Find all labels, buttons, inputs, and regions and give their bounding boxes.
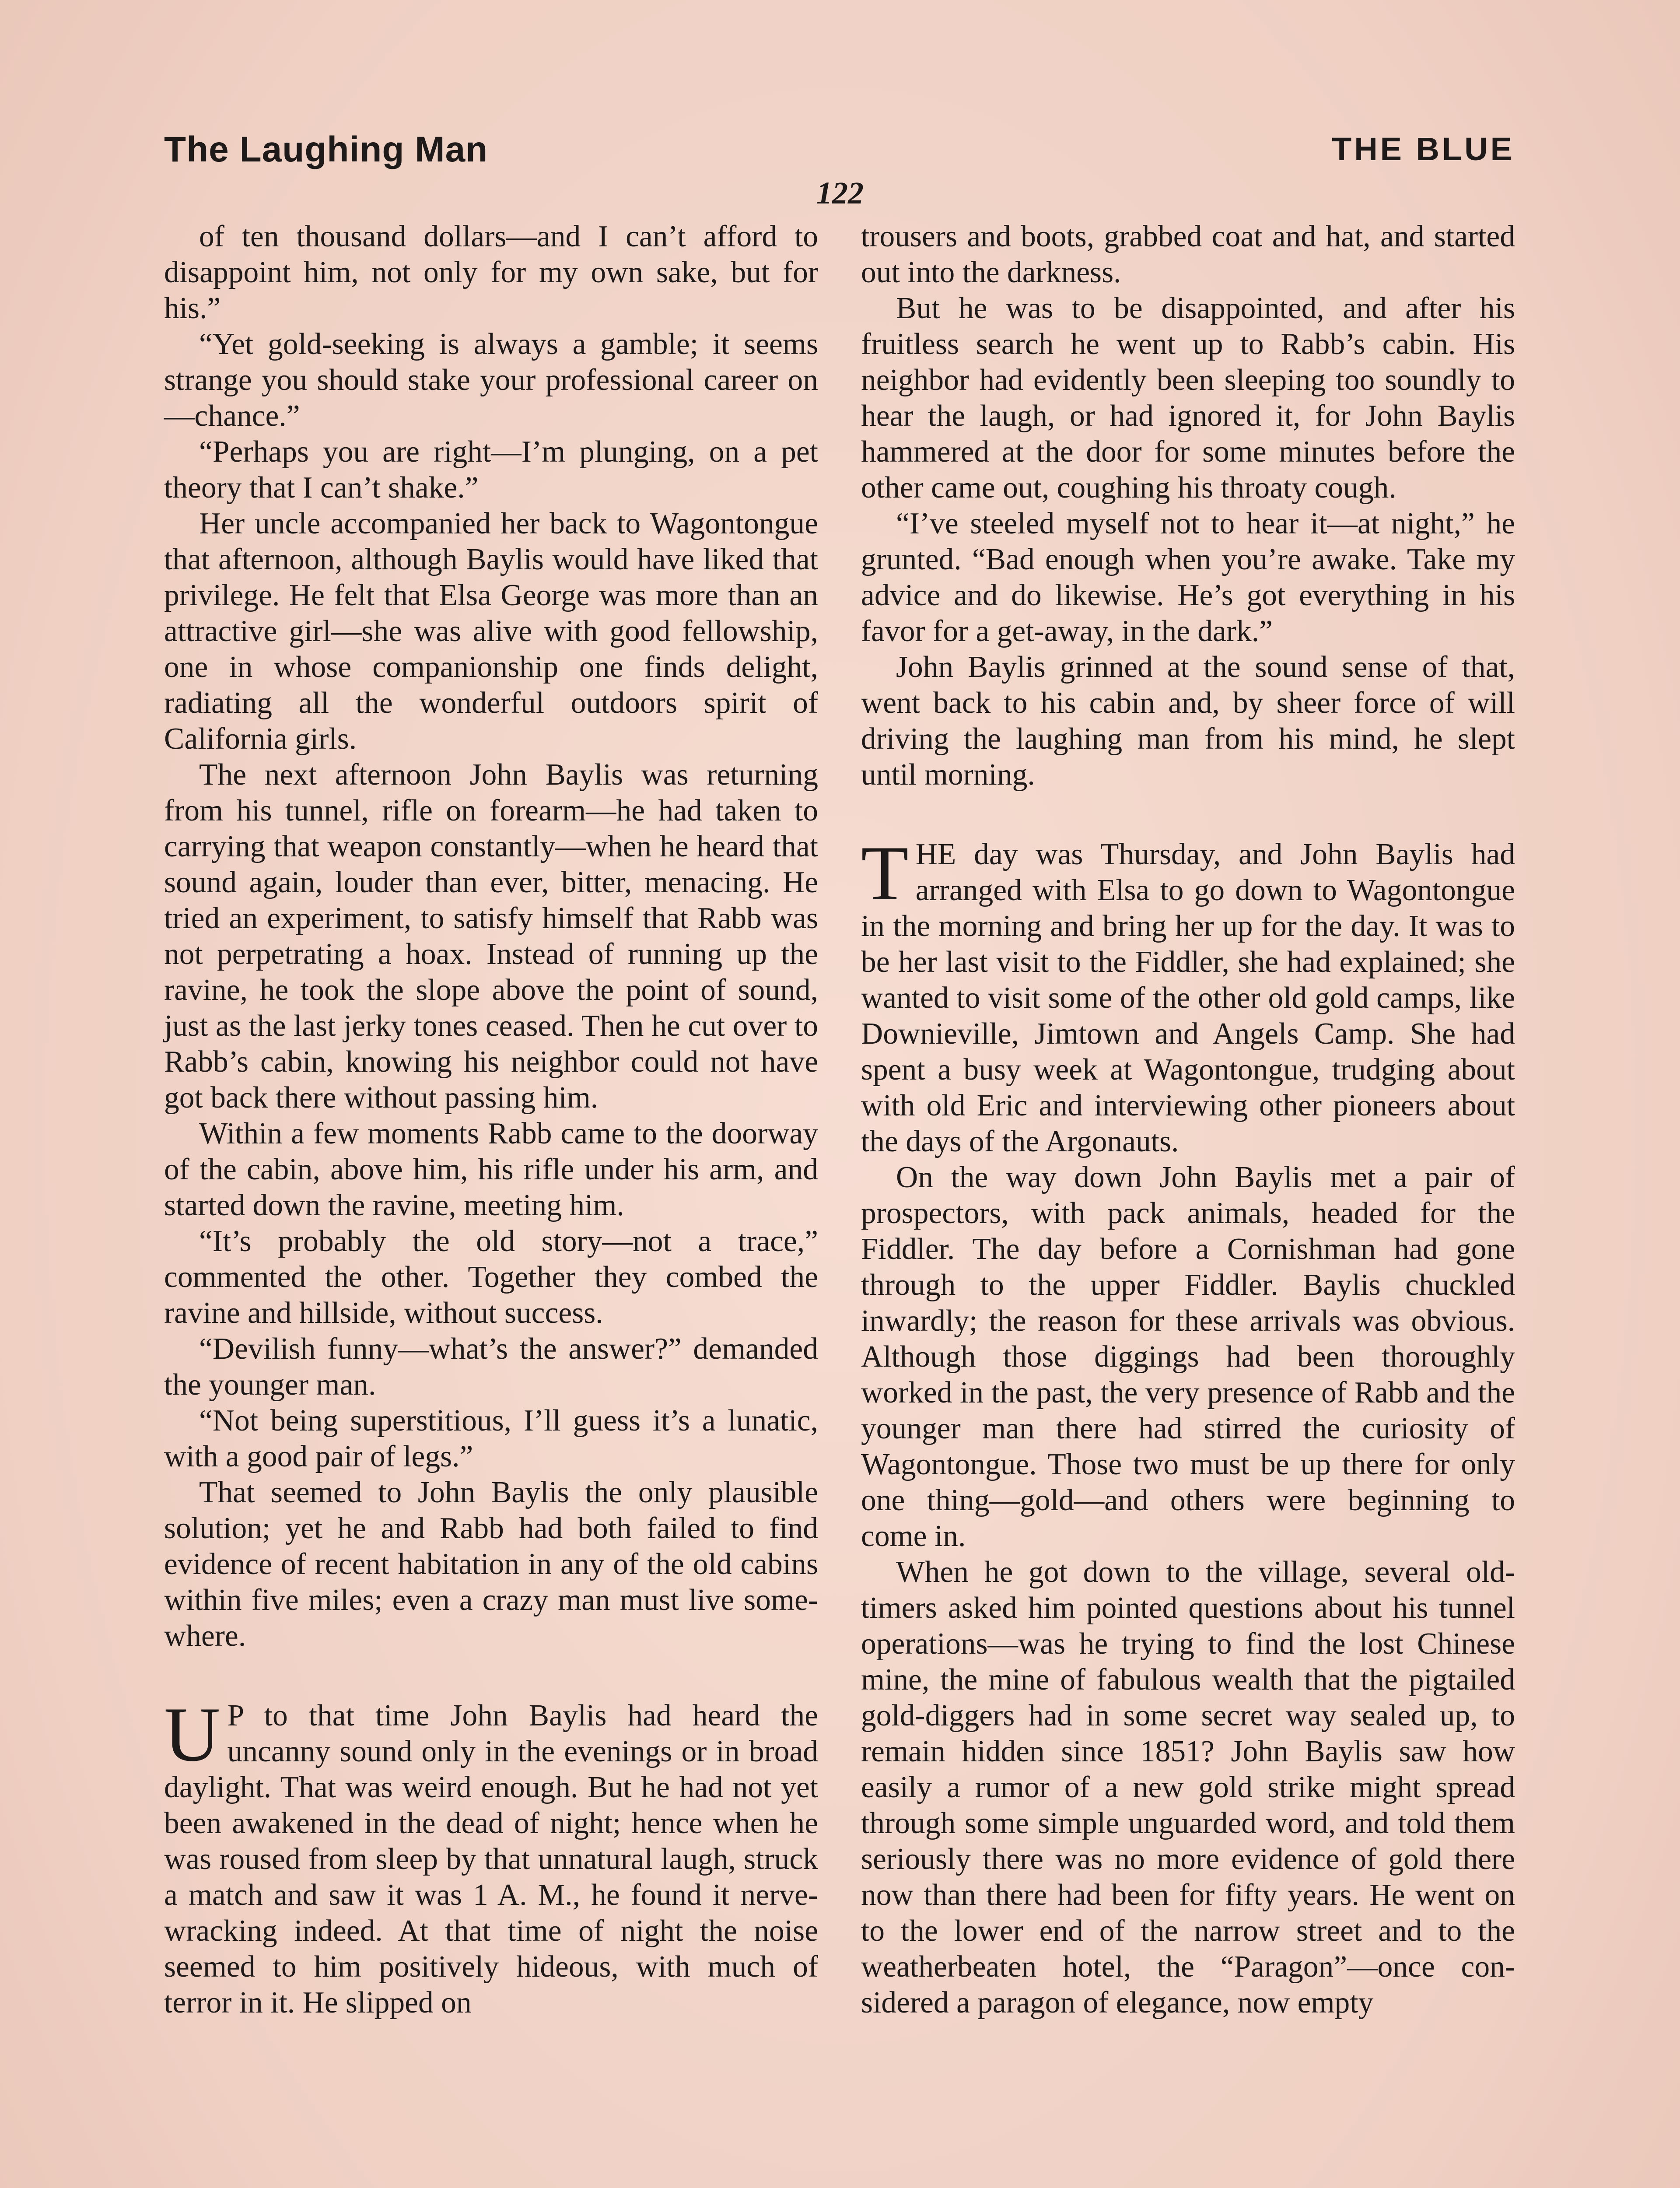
- running-title-left: The Laughing Man: [164, 130, 488, 169]
- paragraph: “Not being superstitious, I’ll guess it’s a lunatic, with a good pair of legs.”: [164, 1404, 818, 1473]
- paragraph: When he got down to the village, several old-timers asked him pointed questions about his tunnel operations—was he trying to find the lost Chinese mine, the mine of fabulous wealth that the pigtailed gold-diggers had in some secret way sealed up, to remain hidden since 1851? John Baylis saw how easily a rumor of a new gold strike might spread through some simple unguarded word, and told them seriously there was no more evidence of gold there now than there had been for fifty years. He went on to the lower end of the narrow street and to the weatherbeaten hotel, the “Paragon”—once considered a paragon of elegance, now empty: [861, 1555, 1515, 2020]
- paragraph: But he was to be disappointed, and after his fruitless search he went up to Rabb’s cabin. His neighbor had evidently been sleeping too soundly to hear the laugh, or had ignored it, for John Baylis hammered at the door for some minutes before the other came out, coughing his throaty cough.: [861, 291, 1515, 505]
- page-number: 122: [816, 175, 864, 210]
- paragraph: “Perhaps you are right—I’m plunging, on a pet theory that I can’t shake.”: [164, 435, 818, 505]
- left-column: [164, 219, 818, 2021]
- drop-cap: T: [861, 830, 909, 916]
- section-text: P to that time John Baylis had heard the uncanny sound only in the evenings or in broad daylight. That was weird enough. But he had not yet been awakened in the dead of night; hence when he was roused from sleep by that unnatural laugh, struck a match and saw it was 1 A. M., he found it nerve-wracking indeed. At that time of night the noise seemed to him positively hideous, with much of terror in it. He slipped on: [164, 1699, 818, 2020]
- section-opening-paragraph: [164, 1691, 818, 2021]
- paragraph: “Devilish funny—what’s the answer?” demanded the younger man.: [164, 1332, 818, 1402]
- right-column: [861, 219, 1515, 2021]
- paragraph: That seemed to John Baylis the only plausible solution; yet he and Rabb had both failed to find evidence of recent habitation in any of the old cabins within five miles; even a crazy man must live somewhere.: [164, 1476, 818, 1653]
- section-opening-paragraph: [861, 830, 1515, 1160]
- paragraph: “It’s probably the old story—not a trace,” commented the other. Together they combed the ravine and hillside, without success.: [164, 1224, 818, 1330]
- paragraph: of ten thousand dollars—and I can’t afford to disappoint him, not only for my own sake, but for his.”: [164, 220, 818, 325]
- drop-cap: U: [164, 1691, 220, 1778]
- paragraph: Within a few moments Rabb came to the doorway of the cabin, above him, his rifle under his arm, and started down the ravine, meeting him.: [164, 1117, 818, 1222]
- paragraph: trousers and boots, grabbed coat and hat, and started out into the darkness.: [861, 220, 1515, 289]
- section-text: HE day was Thursday, and John Baylis had arranged with Elsa to go down to Wagontongue in the morning and bring her up for the day. It was to be her last visit to the Fiddler, she had explained; she wanted to visit some of the other old gold camps, like Downieville, Jimtown and Angels Camp. She had spent a busy week at Wagontongue, trudging about with old Eric and interviewing other pioneers about the days of the Argonauts.: [861, 838, 1515, 1158]
- paragraph: “I’ve steeled myself not to hear it—at night,” he grunted. “Bad enough when you’re awake. Take my advice and do likewise. He’s got everything in his favor for a get-away, in the dark.”: [861, 507, 1515, 648]
- paragraph: On the way down John Baylis met a pair of prospectors, with pack animals, headed for the Fiddler. The day before a Cornishman had gone through to the upper Fiddler. Baylis chuckled inwardly; the reason for these arrivals was obvious. Although those diggings had been thoroughly worked in the past, the very presence of Rabb and the younger man there had stirred the curiosity of Wagontongue. Those two must be up there for only one thing—gold—and others were beginning to come in.: [861, 1161, 1515, 1553]
- paragraph: John Baylis grinned at the sound sense of that, went back to his cabin and, by sheer force of will driving the laughing man from his mind, he slept until morning.: [861, 650, 1515, 792]
- paragraph: Her uncle accompanied her back to Wagontongue that afternoon, although Baylis would have liked that privilege. He felt that Elsa George was more than an attractive girl—she was alive with good fellowship, one in whose companionship one finds delight, radiating all the wonderful outdoors spirit of California girls.: [164, 507, 818, 756]
- running-title-right: THE BLUE: [1332, 131, 1515, 167]
- paragraph: “Yet gold-seeking is always a gamble; it seems strange you should stake your professional career on—chance.”: [164, 327, 818, 433]
- paragraph: The next afternoon John Baylis was returning from his tunnel, rifle on forearm—he had taken to carrying that weapon constantly—when he heard that sound again, louder than ever, bitter, menacing. He tried an experiment, to satisfy himself that Rabb was not perpetrating a hoax. Instead of running up the ravine, he took the slope above the point of sound, just as the last jerky tones ceased. Then he cut over to Rabb’s cabin, knowing his neighbor could not have got back there without passing him.: [164, 758, 818, 1115]
